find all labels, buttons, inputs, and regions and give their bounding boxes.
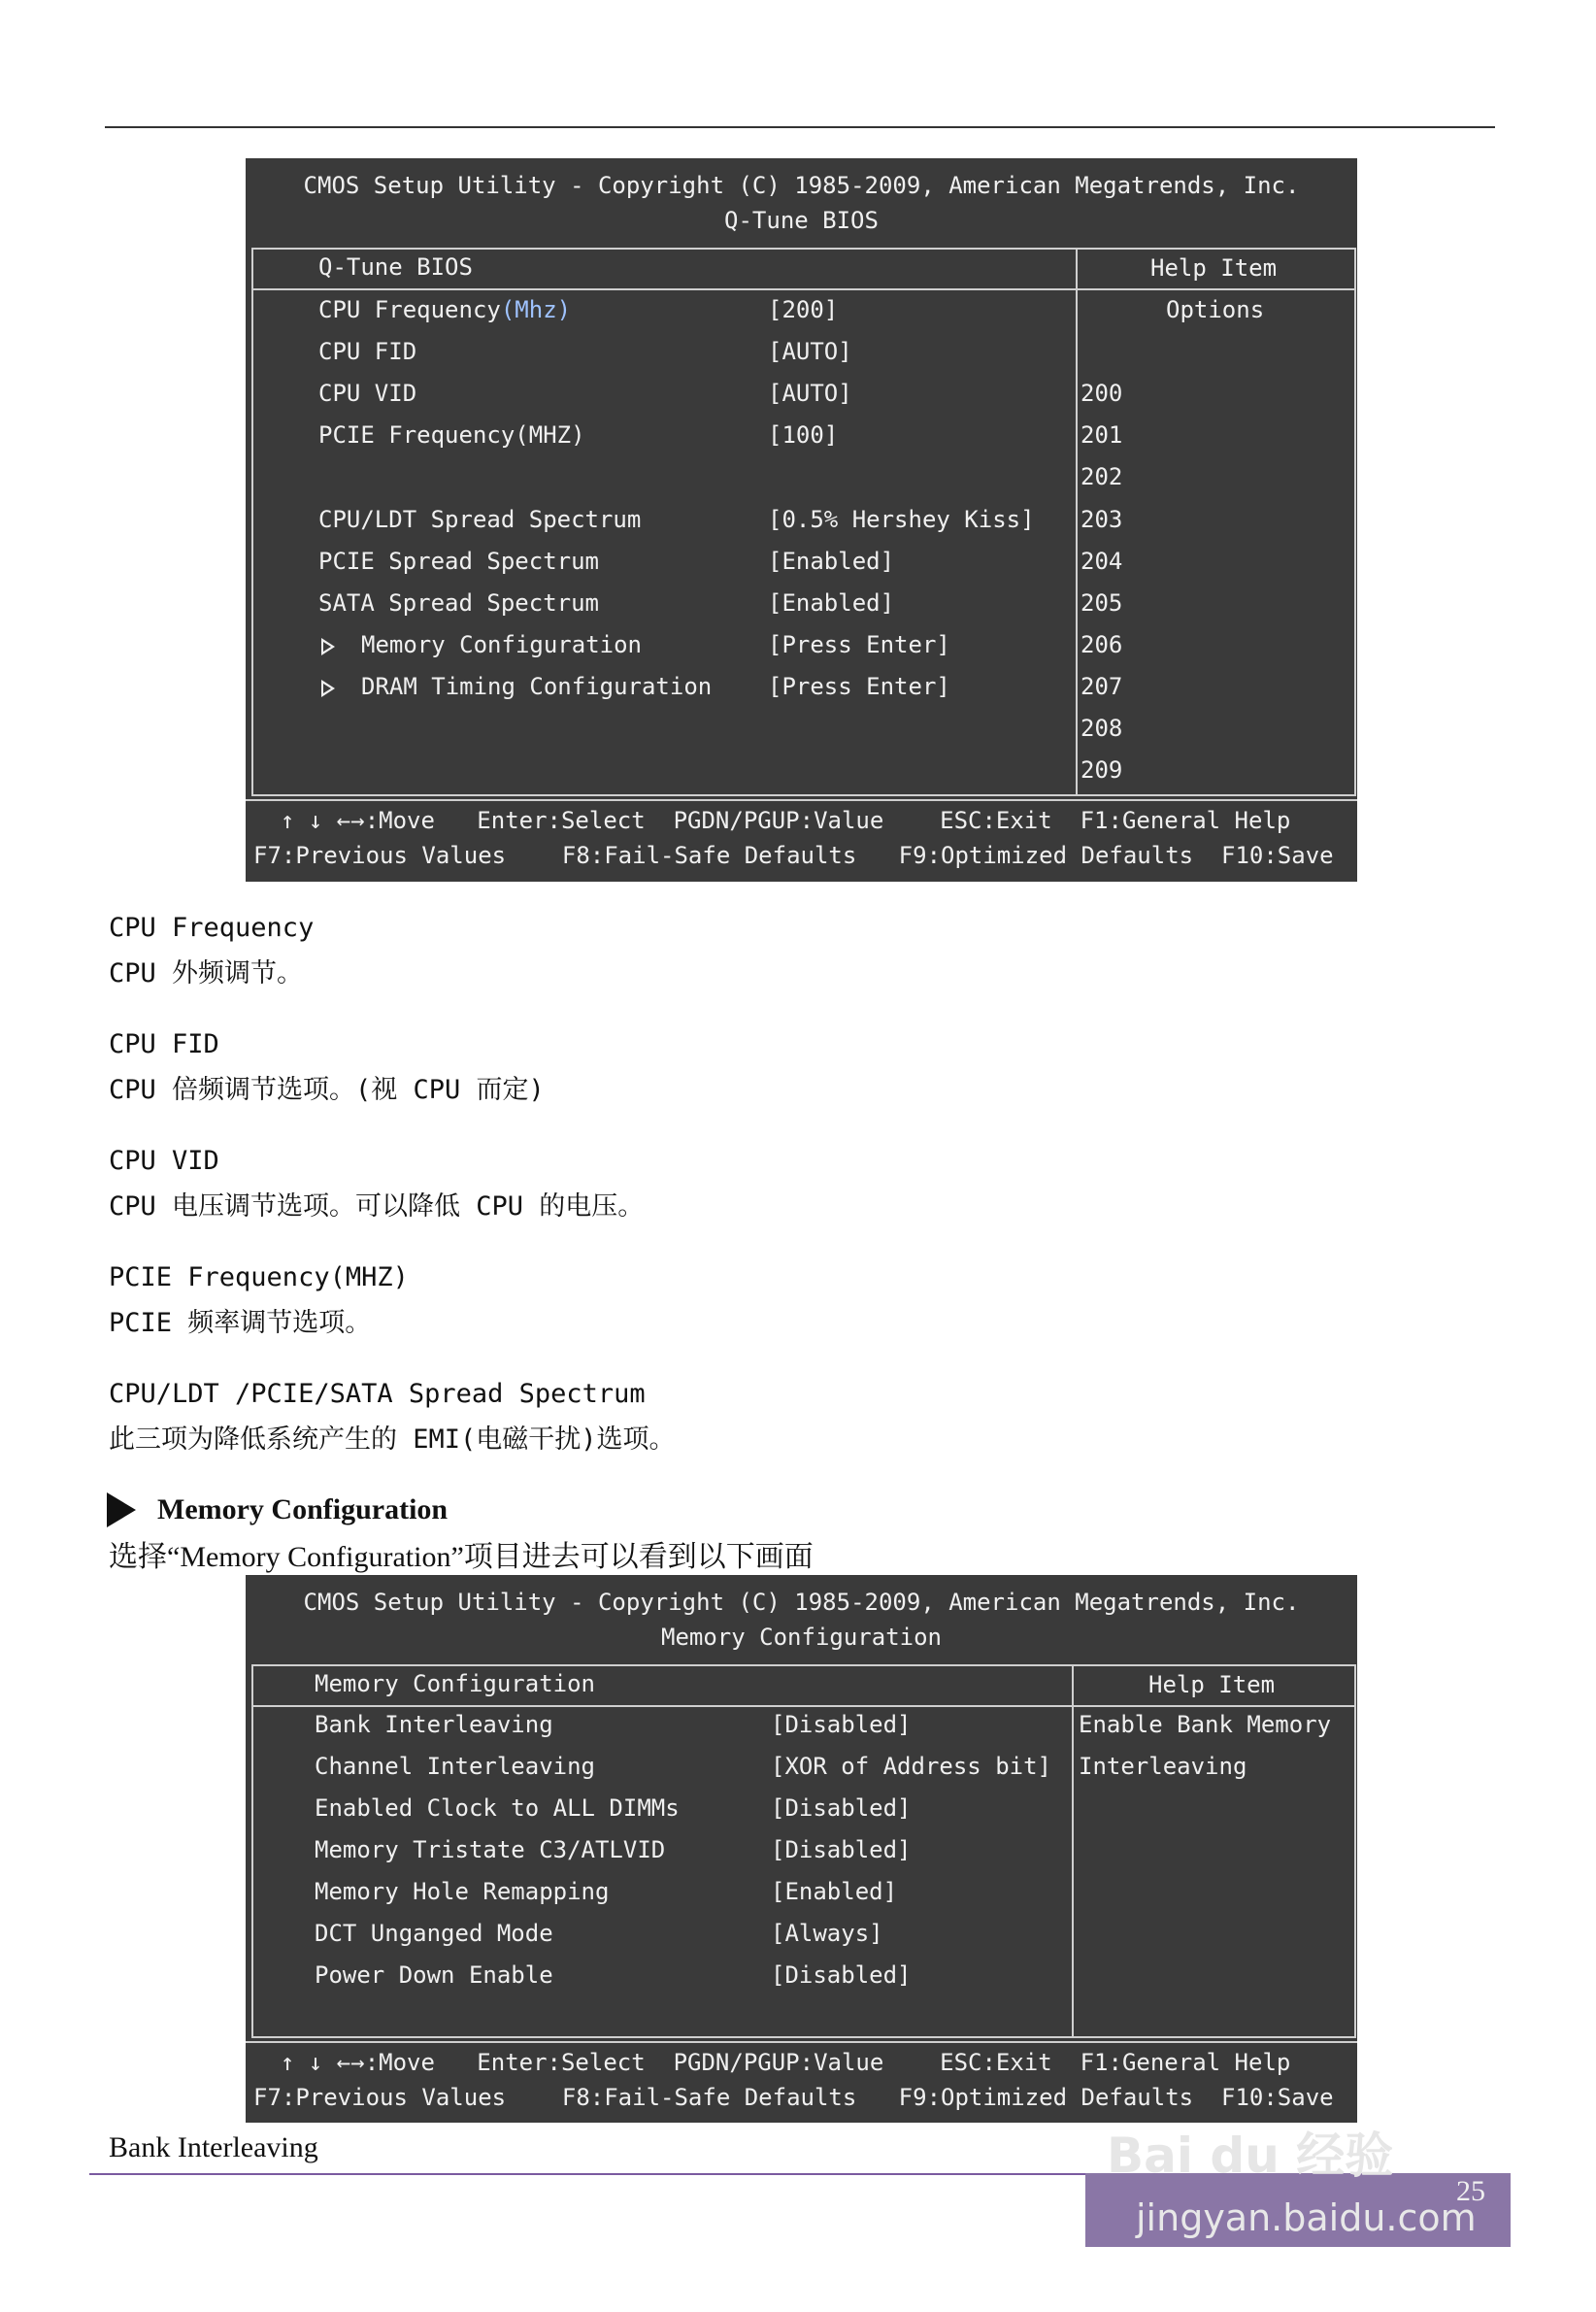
title-underline [253, 1705, 1354, 1707]
help-option-value: 207 [1081, 673, 1123, 700]
menu-item-cpu-ldt-spread[interactable]: CPU/LDT Spread Spectrum [318, 506, 642, 533]
section-desc-spread-spectrum: 此三项为降低系统产生的 EMI(电磁干扰)选项。 [109, 1424, 676, 1455]
section-desc-cpu-frequency: CPU 外频调节。 [109, 958, 304, 988]
bullet-triangle-icon [107, 1492, 136, 1527]
help-option-value: 204 [1081, 548, 1123, 575]
bios-screen-qtune [246, 158, 1357, 882]
menu-value-cpu-fid[interactable]: [AUTO] [768, 338, 852, 365]
section-desc-cpu-fid: CPU 倍频调节选项。(视 CPU 而定) [109, 1075, 545, 1105]
panel-divider [1076, 250, 1078, 794]
baidu-watermark-url: jingyan.baidu.com [1136, 2196, 1477, 2239]
menu-item-bank-interleaving[interactable]: Bank Interleaving [315, 1711, 553, 1738]
bios-header-title: CMOS Setup Utility - Copyright (C) 1985-2009, American Megatrends, Inc. [303, 172, 1300, 199]
title-underline [253, 288, 1354, 290]
help-text-line1: Enable Bank Memory [1079, 1711, 1332, 1738]
menu-item-pcie-frequency[interactable]: PCIE Frequency(MHZ) [318, 421, 585, 449]
bios-header-subtitle: Memory Configuration [661, 1624, 942, 1651]
help-option-value: 202 [1081, 463, 1123, 490]
menu-value-sata-spread[interactable]: [Enabled] [768, 589, 895, 617]
memory-configuration-intro: 选择“Memory Configuration”项目进去可以看到以下画面 [109, 1541, 814, 1573]
menu-item-pcie-spread[interactable]: PCIE Spread Spectrum [318, 548, 599, 575]
menu-item-memory-tristate[interactable]: Memory Tristate C3/ATLVID [315, 1836, 666, 1863]
menu-value-enabled-clock[interactable]: [Disabled] [771, 1794, 912, 1822]
menu-item-sata-spread[interactable]: SATA Spread Spectrum [318, 589, 599, 617]
menu-value-pcie-spread[interactable]: [Enabled] [768, 548, 895, 575]
menu-value-cpu-ldt-spread[interactable]: [0.5% Hershey Kiss] [768, 506, 1035, 533]
help-options-label: Options [1166, 296, 1265, 323]
top-rule [105, 126, 1495, 128]
menu-item-channel-interleaving[interactable]: Channel Interleaving [315, 1753, 595, 1780]
page-number: 25 [1456, 2175, 1485, 2207]
section-title-spread-spectrum: CPU/LDT /PCIE/SATA Spread Spectrum [109, 1379, 646, 1409]
menu-item-enabled-clock[interactable]: Enabled Clock to ALL DIMMs [315, 1794, 680, 1822]
bios-header-title: CMOS Setup Utility - Copyright (C) 1985-2009, American Megatrends, Inc. [303, 1589, 1300, 1616]
menu-value-power-down-enable[interactable]: [Disabled] [771, 1961, 912, 1989]
menu-item-memory-configuration[interactable]: Memory Configuration [361, 631, 642, 658]
footer-keys-line1: ↑ ↓ ←→:Move Enter:Select PGDN/PGUP:Value ESC:Exit F1:General Help [281, 807, 1291, 834]
menu-item-cpu-fid[interactable]: CPU FID [318, 338, 417, 365]
footer-keys-line2: F7:Previous Values F8:Fail-Safe Defaults F9:Optimized Defaults F10:Save [253, 2084, 1334, 2111]
bios-footer [246, 2041, 1357, 2127]
menu-value-memory-tristate[interactable]: [Disabled] [771, 1836, 912, 1863]
menu-value-cpu-frequency[interactable]: [200] [768, 296, 839, 323]
help-option-value: 208 [1081, 715, 1123, 742]
section-desc-pcie-frequency: PCIE 频率调节选项。 [109, 1308, 372, 1338]
bank-interleaving-heading: Bank Interleaving [109, 2131, 318, 2163]
baidu-watermark-logo: Bai du 经验 [1107, 2128, 1394, 2184]
section-desc-cpu-vid: CPU 电压调节选项。可以降低 CPU 的电压。 [109, 1191, 645, 1222]
help-text-line2: Interleaving [1079, 1753, 1247, 1780]
footer-rule [246, 799, 1357, 801]
menu-item-memory-hole-remapping[interactable]: Memory Hole Remapping [315, 1878, 610, 1905]
help-option-value: 209 [1081, 756, 1123, 784]
section-title-cpu-fid: CPU FID [109, 1029, 219, 1059]
menu-value-channel-interleaving[interactable]: [XOR of Address bit] [771, 1753, 1051, 1780]
bios-footer [246, 799, 1357, 885]
help-option-value: 200 [1081, 380, 1123, 407]
menu-value-pcie-frequency[interactable]: [100] [768, 421, 839, 449]
menu-value-bank-interleaving[interactable]: [Disabled] [771, 1711, 912, 1738]
section-title-pcie-frequency: PCIE Frequency(MHZ) [109, 1262, 409, 1292]
panel-title: Q-Tune BIOS [318, 253, 473, 281]
bios-panel [251, 248, 1356, 796]
memory-configuration-heading: Memory Configuration [157, 1493, 449, 1525]
footer-keys-line2: F7:Previous Values F8:Fail-Safe Defaults F9:Optimized Defaults F10:Save [253, 842, 1334, 869]
menu-item-dct-unganged-mode[interactable]: DCT Unganged Mode [315, 1920, 553, 1947]
footer-rule [246, 2041, 1357, 2043]
submenu-arrow-icon [321, 638, 335, 655]
help-option-value: 203 [1081, 506, 1123, 533]
menu-value-memory-configuration[interactable]: [Press Enter] [768, 631, 950, 658]
help-title: Help Item [1150, 254, 1278, 282]
menu-item-power-down-enable[interactable]: Power Down Enable [315, 1961, 553, 1989]
unit-label: (Mhz) [500, 296, 572, 323]
menu-item-label: CPU Frequency [318, 296, 501, 323]
menu-item-cpu-frequency[interactable] [318, 296, 571, 323]
menu-value-dct-unganged-mode[interactable]: [Always] [771, 1920, 883, 1947]
bios-header [246, 1575, 1357, 1660]
menu-item-cpu-vid[interactable]: CPU VID [318, 380, 417, 407]
bios-header [246, 158, 1357, 244]
panel-divider [1072, 1666, 1074, 2036]
menu-value-memory-hole-remapping[interactable]: [Enabled] [771, 1878, 898, 1905]
menu-item-dram-timing[interactable]: DRAM Timing Configuration [361, 673, 713, 700]
help-option-value: 206 [1081, 631, 1123, 658]
bios-screen-memory-configuration [246, 1575, 1357, 2123]
help-option-value: 205 [1081, 589, 1123, 617]
bios-panel [251, 1664, 1356, 2038]
help-title: Help Item [1148, 1671, 1276, 1698]
section-title-cpu-frequency: CPU Frequency [109, 913, 315, 943]
panel-title: Memory Configuration [315, 1670, 595, 1697]
help-option-value: 201 [1081, 421, 1123, 449]
menu-value-cpu-vid[interactable]: [AUTO] [768, 380, 852, 407]
footer-keys-line1: ↑ ↓ ←→:Move Enter:Select PGDN/PGUP:Value ESC:Exit F1:General Help [281, 2049, 1291, 2076]
section-title-cpu-vid: CPU VID [109, 1146, 219, 1176]
bios-header-subtitle: Q-Tune BIOS [724, 207, 879, 234]
submenu-arrow-icon [321, 680, 335, 697]
menu-value-dram-timing[interactable]: [Press Enter] [768, 673, 950, 700]
